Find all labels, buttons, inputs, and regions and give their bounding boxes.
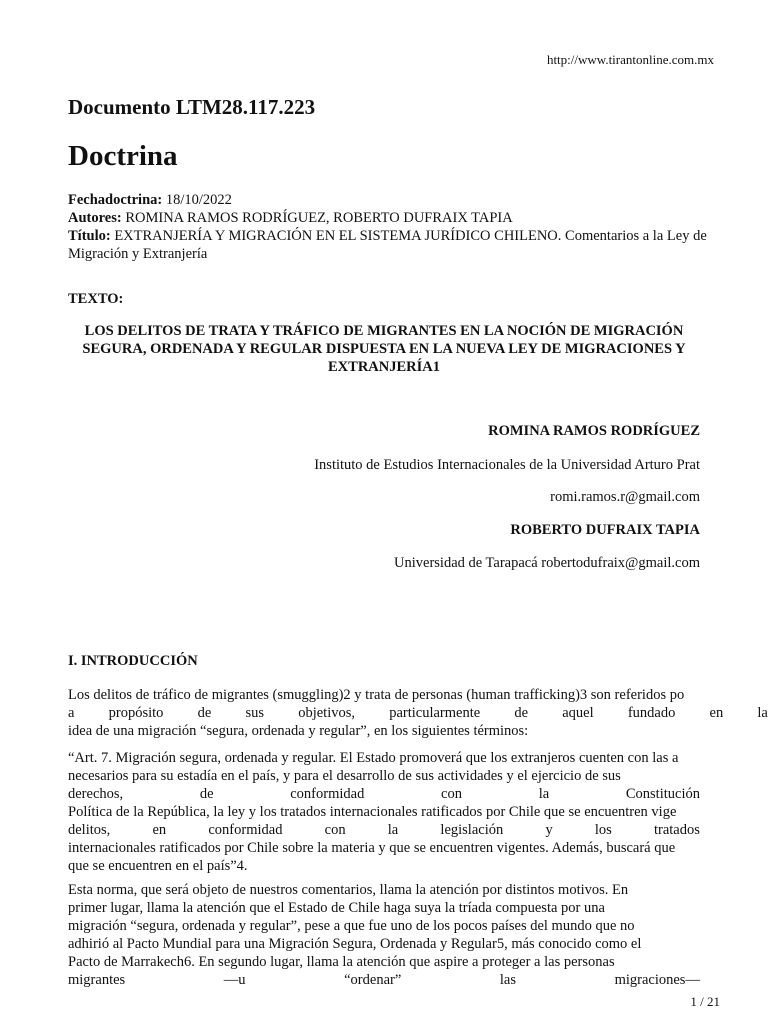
paragraph-line: necesarios para su estadía en el país, y para el desarrollo de sus actividades y el ejercicio de sus [68, 768, 621, 784]
paragraph-1 [68, 686, 768, 740]
word: delitos, [68, 822, 111, 838]
word: migraciones— [614, 972, 700, 988]
word: con [441, 786, 462, 802]
word: los [594, 822, 612, 838]
word: de [514, 705, 529, 721]
article-title: LOS DELITOS DE TRATA Y TRÁFICO DE MIGRANTES EN LA NOCIÓN DE MIGRACIÓN SEGURA, ORDENADA Y REGULAR DISPUESTA EN LA NUEVA LEY DE MIGRACIONES Y EXTRANJERÍA1 [82, 323, 686, 375]
paragraph-line: Los delitos de tráfico de migrantes (smuggling)2 y trata de personas (human trafficking)3 son referidos po [68, 687, 685, 703]
word: propósito [108, 705, 164, 721]
paragraph-line: “Art. 7. Migración segura, ordenada y regular. El Estado promoverá que los extranjeros cuenten con las a [68, 750, 679, 766]
word: fundado [627, 705, 676, 721]
word: de [199, 786, 214, 802]
author1-name: ROMINA RAMOS RODRÍGUEZ [488, 423, 700, 439]
text-label: TEXTO: [68, 291, 124, 307]
word: las [499, 972, 516, 988]
word: migrantes [68, 972, 126, 988]
word: legislación [440, 822, 504, 838]
word: la [387, 822, 399, 838]
word: derechos, [68, 786, 124, 802]
paragraph-line: Política de la República, la ley y los tratados internacionales ratificados por Chile que se encuentren vige [68, 804, 677, 820]
author2-affiliation: Universidad de Tarapacá robertodufraix@gmail.com [394, 555, 700, 571]
date-label: Fechadoctrina: [68, 192, 163, 208]
author1-affiliation: Instituto de Estudios Internacionales de la Universidad Arturo Prat [314, 457, 700, 473]
paragraph-line-justified [68, 821, 700, 839]
paragraph-line: Esta norma, que será objeto de nuestros comentarios, llama la atención por distintos motivos. En [68, 882, 629, 898]
word: en [152, 822, 167, 838]
word: Constitución [625, 786, 700, 802]
title-row [68, 227, 708, 263]
word: conformidad [290, 786, 365, 802]
word: particularmente [389, 705, 481, 721]
authors-label: Autores: [68, 210, 122, 226]
title-label: Título: [68, 228, 111, 244]
title-value: EXTRANJERÍA Y MIGRACIÓN EN EL SISTEMA JURÍDICO CHILENO. Comentarios a la Ley de Migración y Extranjería [68, 228, 707, 262]
author2-name: ROBERTO DUFRAIX TAPIA [510, 522, 700, 538]
paragraph-line: Pacto de Marrakech6. En segundo lugar, llama la atención que aspire a proteger a las personas [68, 954, 615, 970]
paragraph-3 [68, 881, 768, 989]
word: a [68, 705, 75, 721]
word: objetivos, [298, 705, 355, 721]
word: sus [245, 705, 265, 721]
paragraph-2 [68, 749, 768, 875]
source-url[interactable]: http://www.tirantonline.com.mx [546, 52, 714, 67]
word: la [538, 786, 550, 802]
authors-row [68, 209, 708, 227]
date-value: 18/10/2022 [162, 192, 232, 208]
word: “ordenar” [344, 972, 402, 988]
section-heading: I. INTRODUCCIÓN [68, 653, 198, 669]
paragraph-line: idea de una migración “segura, ordenada y regular”, en los siguientes términos: [68, 723, 529, 739]
document-metadata [68, 191, 708, 263]
word: la [757, 705, 768, 721]
word: aquel [562, 705, 594, 721]
word: con [324, 822, 346, 838]
paragraph-line: migración “segura, ordenada y regular”, pese a que fue uno de los pocos países del mundo que no [68, 918, 635, 934]
word: tratados [653, 822, 700, 838]
paragraph-line: adhirió al Pacto Mundial para una Migración Segura, Ordenada y Regular5, más conocido como el [68, 936, 642, 952]
document-type-heading: Doctrina [68, 140, 178, 172]
page-number: 1 / 21 [690, 994, 720, 1009]
word: y [545, 822, 553, 838]
paragraph-line-justified [68, 785, 700, 803]
date-row [68, 191, 708, 209]
paragraph-line: que se encuentren en el país”4. [68, 858, 248, 874]
paragraph-line-justified [68, 971, 700, 989]
word: en [709, 705, 724, 721]
author1-email[interactable]: romi.ramos.r@gmail.com [550, 489, 700, 505]
document-id: Documento LTM28.117.223 [68, 95, 316, 119]
paragraph-line: internacionales ratificados por Chile sobre la materia y que se encuentren vigentes. Además, buscará que [68, 840, 676, 856]
word: conformidad [208, 822, 283, 838]
word: de [197, 705, 212, 721]
paragraph-line-justified [68, 704, 768, 722]
paragraph-line: primer lugar, llama la atención que el Estado de Chile haga suya la tríada compuesta por una [68, 900, 605, 916]
word: —u [223, 972, 246, 988]
authors-value: ROMINA RAMOS RODRÍGUEZ, ROBERTO DUFRAIX TAPIA [121, 210, 513, 226]
